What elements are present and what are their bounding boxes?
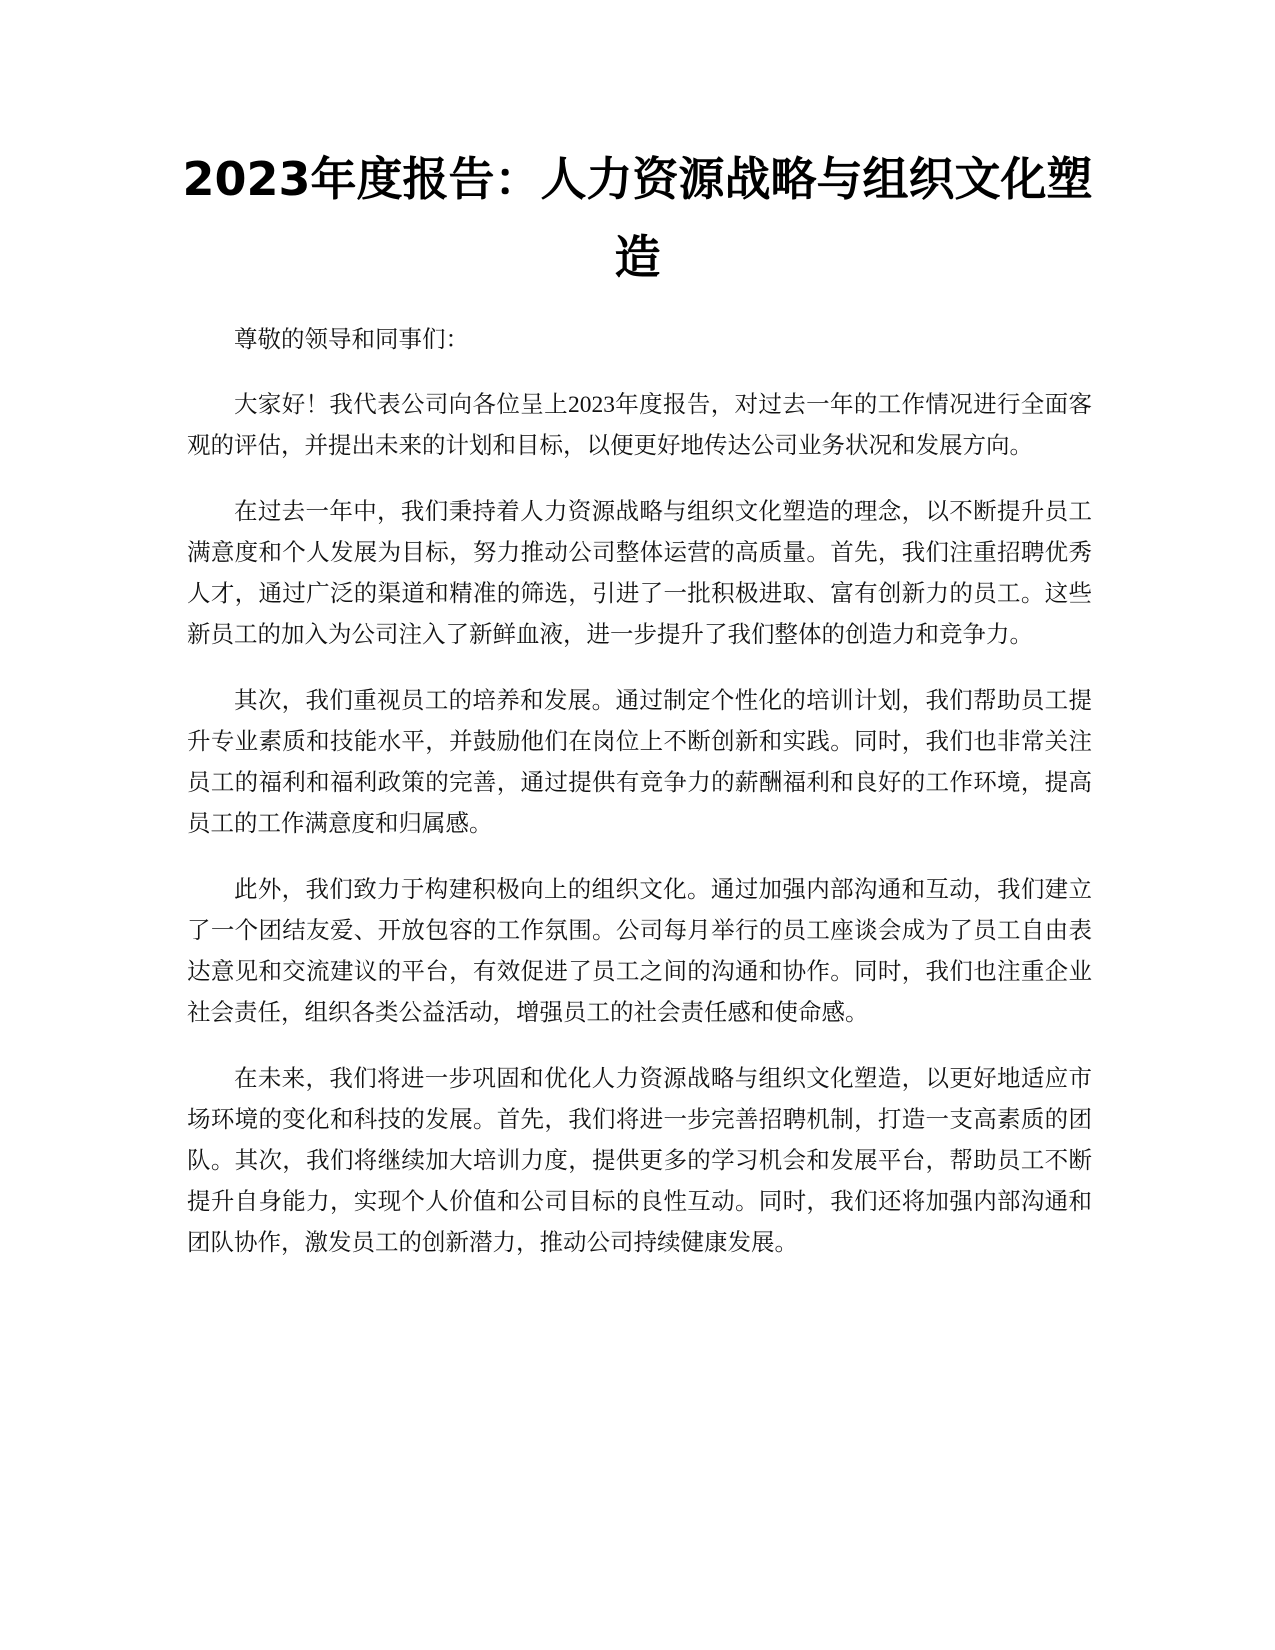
paragraph-recruitment: 在过去一年中，我们秉持着人力资源战略与组织文化塑造的理念，以不断提升员工满意度和个人发展为目标，努力推动公司整体运营的高质量。首先，我们注重招聘优秀人才，通过广泛的渠道和精准的筛选，引进了一批积极进取、富有创新力的员工。这些新员工的加入为公司注入了新鲜血液，进一步提升了我们整体的创造力和竞争力。	[187, 499, 1092, 648]
salutation: 尊敬的领导和同事们：	[234, 327, 469, 353]
document-title: 2023年度报告：人力资源战略与组织文化塑造	[182, 152, 1093, 284]
document-body	[187, 320, 1092, 1289]
paragraph-future: 在未来，我们将进一步巩固和优化人力资源战略与组织文化塑造，以更好地适应市场环境的变化和科技的发展。首先，我们将进一步完善招聘机制，打造一支高素质的团队。其次，我们将继续加大培训力度，提供更多的学习机会和发展平台，帮助员工不断提升自身能力，实现个人价值和公司目标的良性互动。同时，我们还将加强内部沟通和团队协作，激发员工的创新潜力，推动公司持续健康发展。	[187, 1066, 1092, 1256]
paragraph-greeting: 大家好！我代表公司向各位呈上2023年度报告，对过去一年的工作情况进行全面客观的评估，并提出未来的计划和目标，以便更好地传达公司业务状况和发展方向。	[187, 392, 1092, 459]
paragraph-training: 其次，我们重视员工的培养和发展。通过制定个性化的培训计划，我们帮助员工提升专业素质和技能水平，并鼓励他们在岗位上不断创新和实践。同时，我们也非常关注员工的福利和福利政策的完善，通过提供有竞争力的薪酬福利和良好的工作环境，提高员工的工作满意度和归属感。	[187, 688, 1092, 837]
paragraph-culture: 此外，我们致力于构建积极向上的组织文化。通过加强内部沟通和互动，我们建立了一个团结友爱、开放包容的工作氛围。公司每月举行的员工座谈会成为了员工自由表达意见和交流建议的平台，有效促进了员工之间的沟通和协作。同时，我们也注重企业社会责任，组织各类公益活动，增强员工的社会责任感和使命感。	[187, 877, 1092, 1026]
